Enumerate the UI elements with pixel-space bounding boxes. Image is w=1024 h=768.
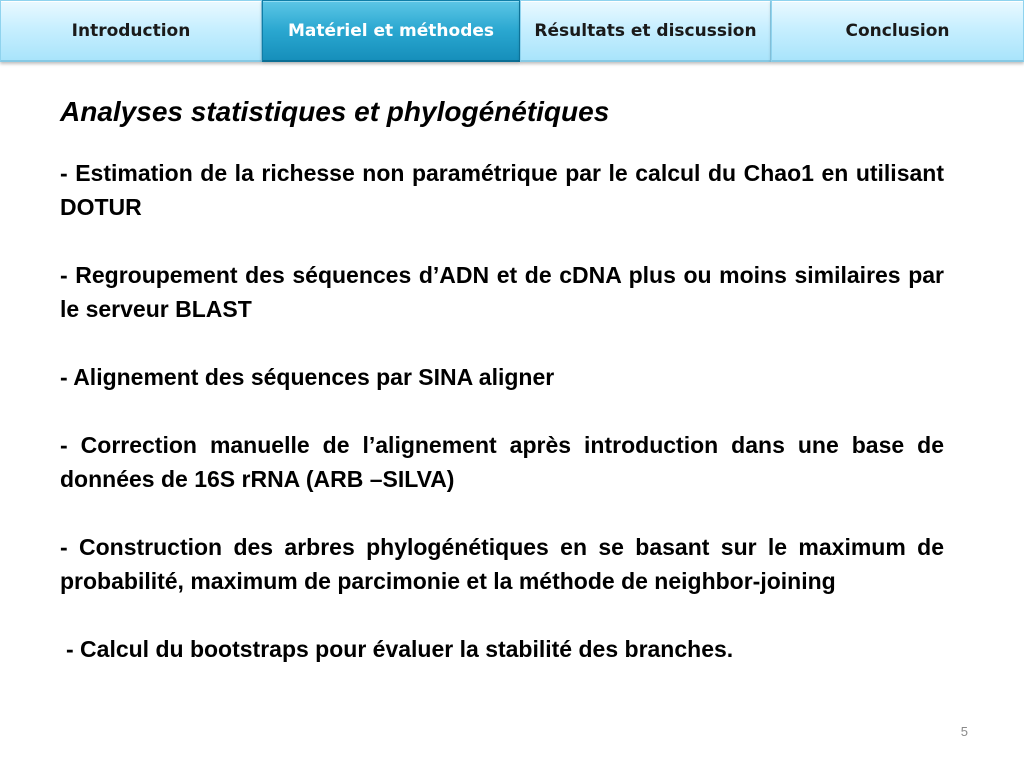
tab-conclusion[interactable]: Conclusion <box>771 0 1024 62</box>
slide-title: Analyses statistiques et phylogénétiques <box>60 96 610 127</box>
tab-materiel-et-methodes[interactable]: Matériel et méthodes <box>262 0 520 62</box>
page-number: 5 <box>960 724 968 739</box>
tab-introduction[interactable]: Introduction <box>0 0 262 62</box>
bullet-tree-construction: - Construction des arbres phylogénétiques en se basant sur le maximum de probabilité, maximum de parcimonie et la méthode de neighbor-joining <box>60 534 944 594</box>
bullet-sina-alignment: - Alignement des séquences par SINA aligner <box>60 364 555 390</box>
section-nav <box>0 0 1024 62</box>
slide-content <box>60 156 944 666</box>
tab-resultats-et-discussion[interactable]: Résultats et discussion <box>520 0 771 62</box>
bullet-manual-correction: - Correction manuelle de l’alignement après introduction dans une base de données de 16S rRNA (ARB –SILVA) <box>60 432 944 492</box>
bullet-blast-grouping: - Regroupement des séquences d’ADN et de cDNA plus ou moins similaires par le serveur BLAST <box>60 262 944 322</box>
bullet-bootstrap: - Calcul du bootstraps pour évaluer la stabilité des branches. <box>66 636 734 662</box>
bullet-chao1-estimation: - Estimation de la richesse non paramétrique par le calcul du Chao1 en utilisant DOTUR <box>60 160 944 220</box>
